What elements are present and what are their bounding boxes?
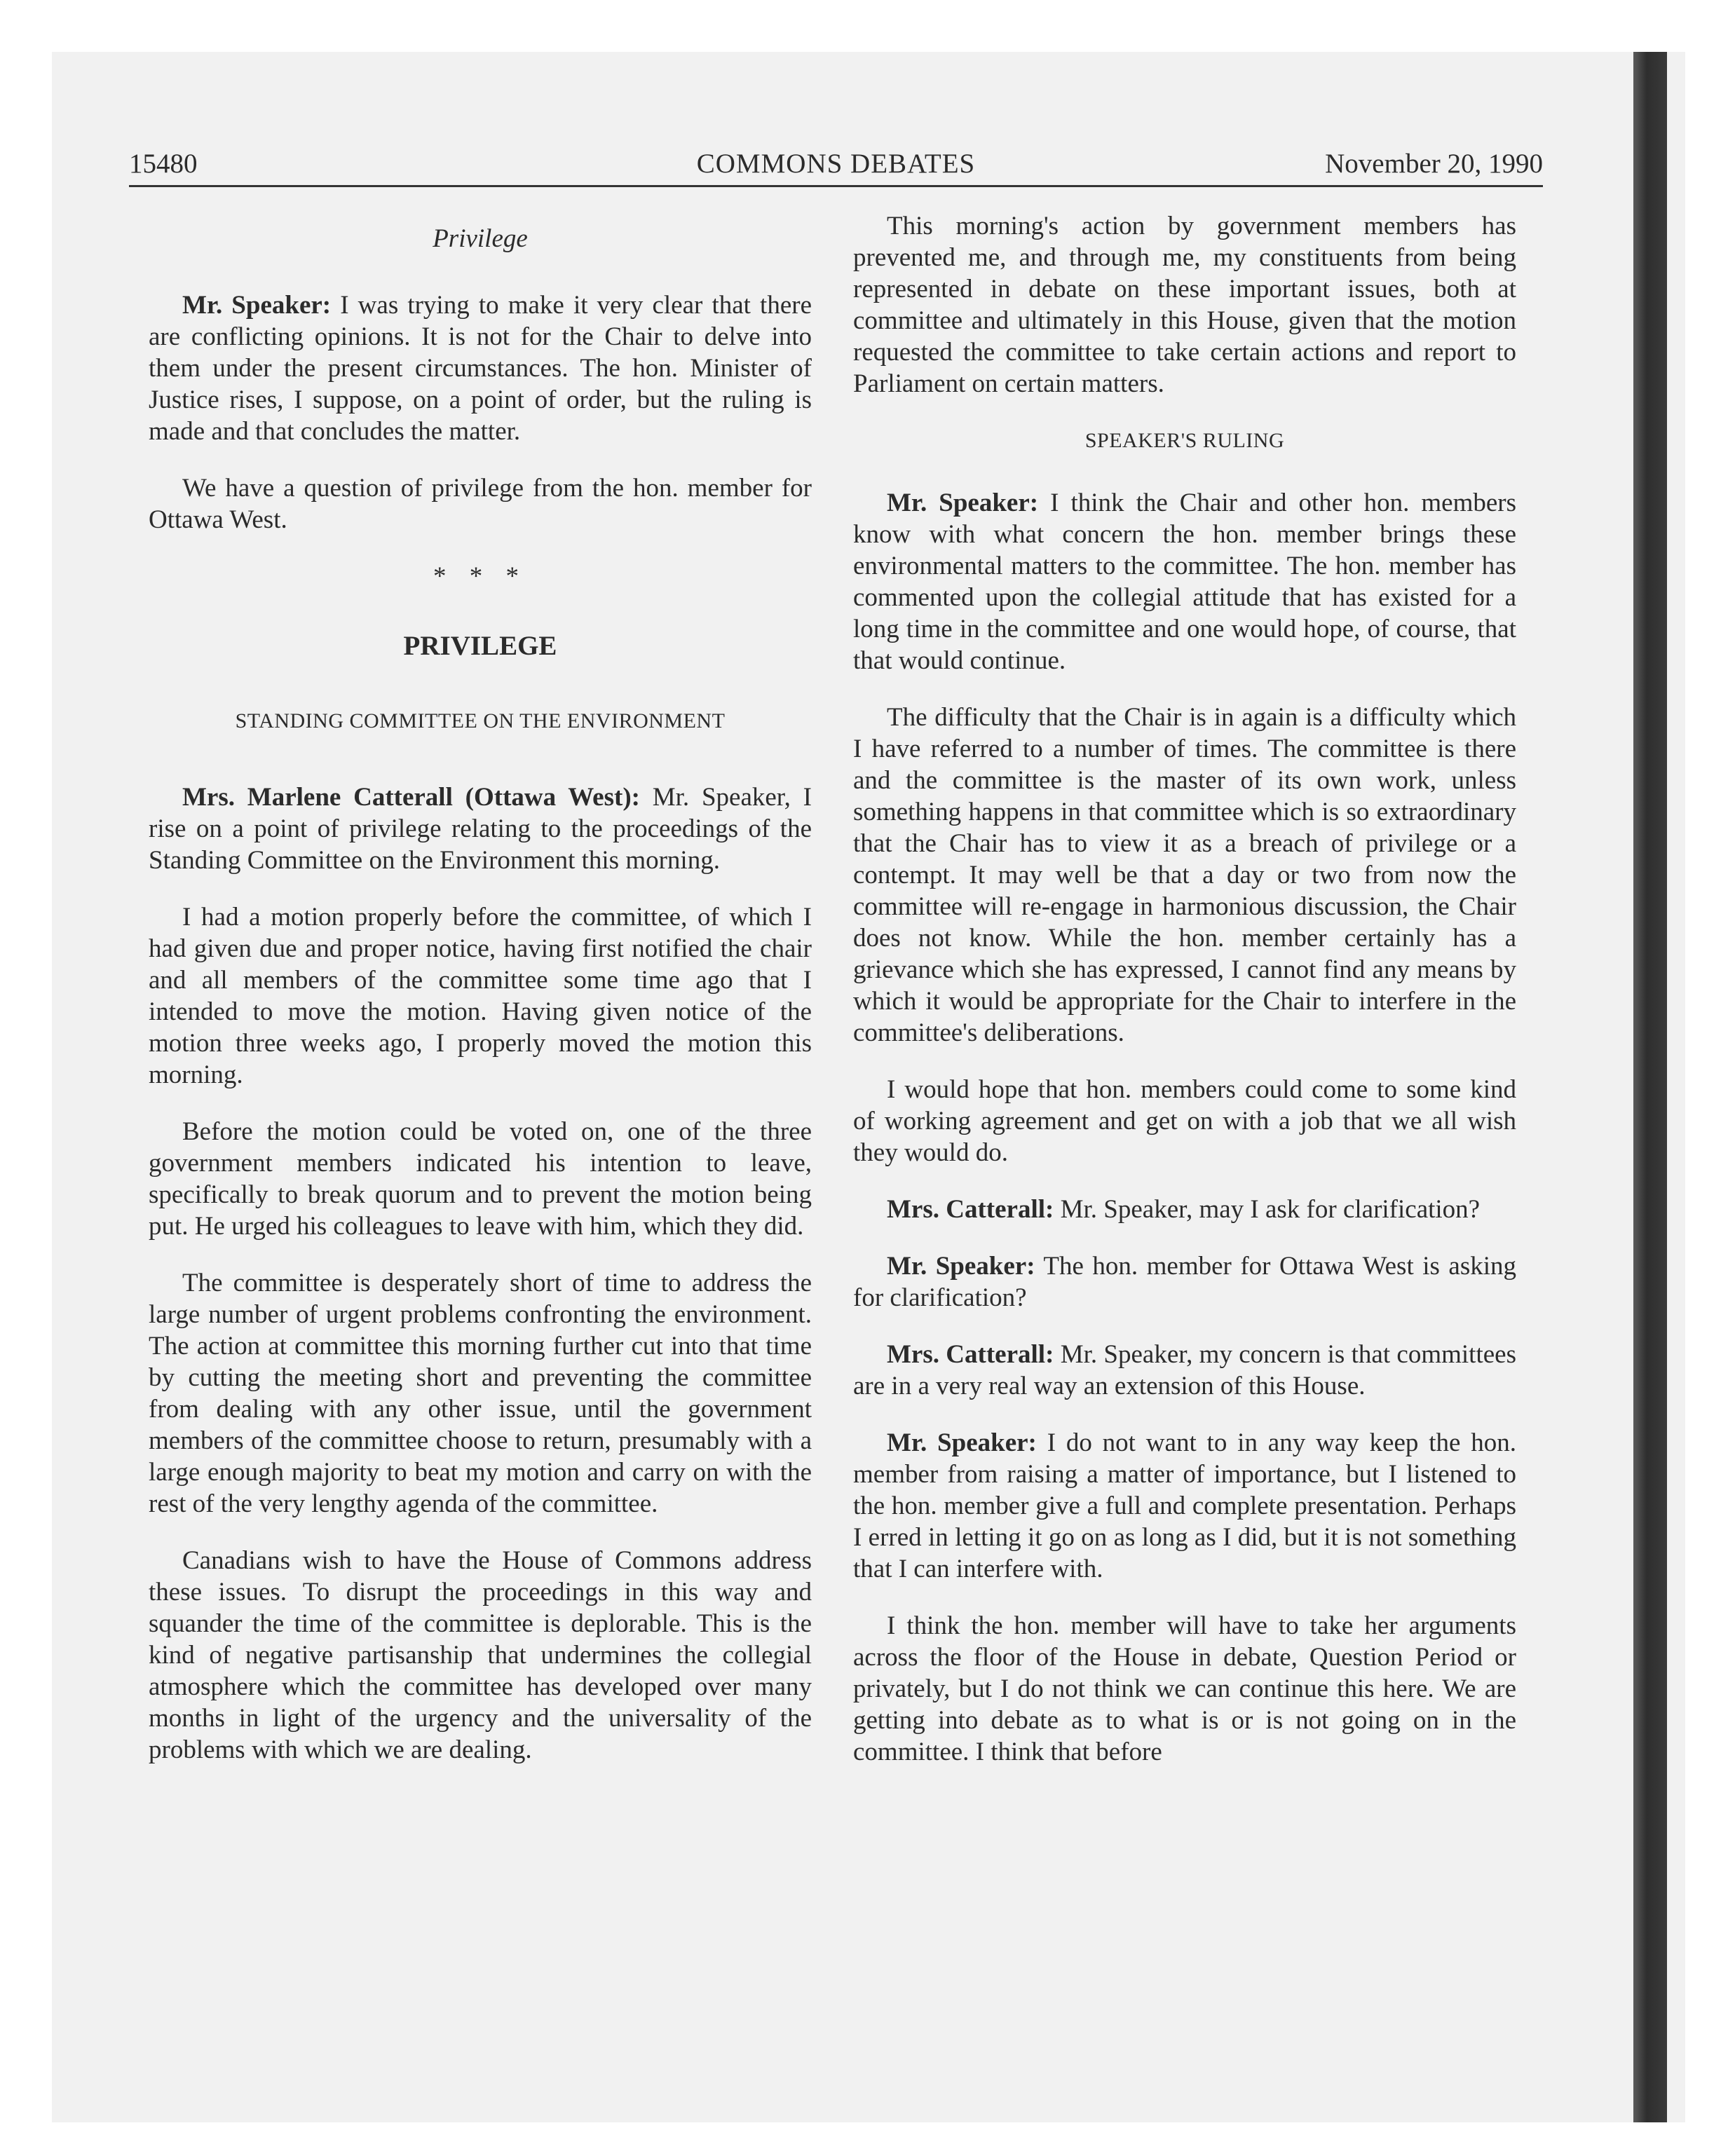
speaker-name: Mr. Speaker:	[887, 489, 1039, 517]
page-date: November 20, 1990	[1325, 149, 1543, 179]
paragraph	[853, 1339, 1516, 1402]
section-subheading: STANDING COMMITTEE ON THE ENVIRONMENT	[235, 709, 726, 732]
paragraph-text: I was trying to make it very clear that there are conflicting opinions. It is not for the Chair to delve into them under the present circumstances. The hon. Minister of Justice rises, I suppose, on a point of order, but the ruling is made and that concludes the matter.	[149, 291, 812, 446]
paragraph: We have a question of privilege from the hon. member for Ottawa West.	[149, 474, 812, 534]
paragraph	[853, 1194, 1516, 1225]
page-header	[129, 146, 1543, 182]
paragraph-text: Mr. Speaker, my concern is that committees are in a very real way an extension of this House.	[853, 1340, 1516, 1400]
speaker-name: Mr. Speaker:	[887, 1252, 1035, 1281]
right-column	[853, 210, 1516, 1793]
paragraph	[853, 1427, 1516, 1585]
page-number: 15480	[129, 149, 198, 179]
paragraph	[853, 1250, 1516, 1314]
paragraph-text: The hon. member for Ottawa West is asking for clarification?	[853, 1252, 1516, 1312]
section-separator: * * *	[433, 562, 527, 591]
section-heading: PRIVILEGE	[403, 631, 557, 661]
paragraph	[149, 782, 812, 876]
paragraph: I think the hon. member will have to take her arguments across the floor of the House in debate, Question Period or privately, but I do not think we can continue this here. We are getting into debate as to what is or is not going on in the committee. I think that before	[853, 1611, 1516, 1766]
paragraph: This morning's action by government members has prevented me, and through me, my constituents from being represented in debate on these important issues, both at committee and ultimately in this House, given that the motion requested the committee to take certain actions and report to Parliament on certain matters.	[853, 212, 1516, 398]
paragraph: The difficulty that the Chair is in again is a difficulty which I have referred to a number of times. The committee is there and the committee is the master of its own work, unless something happens in that committee which is so extraordinary that the Chair has to view it as a breach of privilege or a contempt. It may well be that a day or two from now the committee will re-engage in harmonious discussion, the Chair does not know. While the hon. member certainly has a grievance which she has expressed, I cannot find any means by which it would be appropriate for the Chair to interfere in the committee's deliberations.	[853, 703, 1516, 1047]
paragraph	[149, 289, 812, 447]
ruling-heading: SPEAKER'S RULING	[1084, 429, 1285, 452]
speaker-name: Mrs. Marlene Catterall (Ottawa West):	[182, 783, 640, 812]
paragraph-text: I think the Chair and other hon. members know with what concern the hon. member brings these environmental matters to the committee. The hon. member has commented upon the collegial attitude that has existed for a long time in the committee and one would hope, of course, that that would continue.	[853, 489, 1516, 675]
paragraph: Canadians wish to have the House of Commons address these issues. To disrupt the proceedings in this way and squander the time of the committee is deplorable. This is the kind of negative partisanship that undermines the collegial atmosphere which the committee has developed over many months in light of the urgency and the universality of the problems with which we are dealing.	[149, 1546, 812, 1764]
paragraph-text: I do not want to in any way keep the hon. member from raising a matter of importance, but I listened to the hon. member give a full and complete presentation. Perhaps I erred in letting it go on as long as I did, but it is not something that I can interfere with.	[853, 1428, 1516, 1583]
paragraph: The committee is desperately short of time to address the large number of urgent problems confronting the environment. The action at committee this morning further cut into that time by cutting the meeting short and preventing the committee from dealing with any other issue, until the government members of the committee choose to return, presumably with a large enough majority to beat my motion and carry on with the rest of the very lengthy agenda of the committee.	[149, 1269, 812, 1518]
paragraph: I had a motion properly before the committee, of which I had given due and proper notice, having first notified the chair and all members of the committee some time ago that I intended to move the motion. Having given notice of the motion three weeks ago, I properly moved the motion this morning.	[149, 903, 812, 1089]
paragraph-text: Mr. Speaker, I rise on a point of privilege relating to the proceedings of the Standing Committee on the Environment this morning.	[149, 783, 812, 875]
section-label: Privilege	[433, 224, 528, 253]
left-column	[149, 210, 812, 1791]
speaker-name: Mr. Speaker:	[182, 291, 332, 320]
speaker-name: Mrs. Catterall:	[887, 1340, 1054, 1369]
header-rule	[129, 185, 1543, 187]
publication-title: COMMONS DEBATES	[696, 149, 976, 179]
paragraph	[853, 487, 1516, 676]
paragraph-text: Mr. Speaker, may I ask for clarification?	[1054, 1195, 1481, 1224]
scan-edge-shadow	[1633, 52, 1667, 2122]
paragraph: Before the motion could be voted on, one of the three government members indicated his intention to leave, specifically to break quorum and to prevent the motion being put. He urged his colleagues to leave with him, which they did.	[149, 1117, 812, 1241]
speaker-name: Mrs. Catterall:	[887, 1195, 1054, 1224]
paragraph: I would hope that hon. members could come to some kind of working agreement and get on with a job that we all wish they would do.	[853, 1075, 1516, 1167]
speaker-name: Mr. Speaker:	[887, 1428, 1037, 1457]
